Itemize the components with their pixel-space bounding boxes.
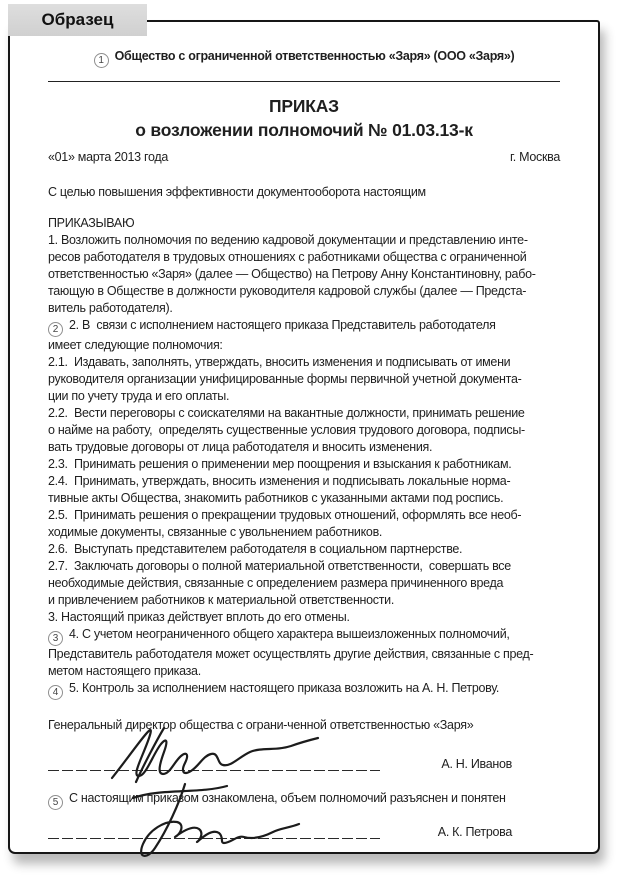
body-line: ходимые документы, связанные с увольнением работников. — [48, 525, 383, 539]
signature-line — [48, 838, 380, 840]
body-line: и привлечением работников к материальной ответственности. — [48, 593, 395, 607]
sample-label: Образец — [8, 4, 147, 36]
body-line: 2 2. В связи с исполнением настоящего приказа Представитель работодателя — [48, 317, 560, 337]
body-line: 2.5. Принимать решения о прекращении трудовых отношений, оформлять все необ- — [48, 508, 522, 522]
body-line: ресов работодателя в трудовых отношениях с работниками общества с ограниченной — [48, 250, 527, 264]
document-content — [10, 22, 598, 852]
employee-name: А. К. Петрова — [437, 825, 512, 839]
director-title-line: Генеральный директор общества с ограни-ченной ответственностью «Заря» — [48, 718, 474, 732]
order-place: г. Москва — [510, 150, 560, 164]
body-line: руководителя организации унифицированные формы первичной учетной документа- — [48, 372, 522, 386]
body-line: 3. Настоящий приказ действует вплоть до его отмены. — [48, 610, 350, 624]
body-line: тающую в Обществе в должности руководителя кадровой службы (далее — Предста- — [48, 284, 527, 298]
order-body — [48, 232, 560, 700]
body-line: 4 5. Контроль за исполнением настоящего приказа возложить на А. Н. Петрову. — [48, 680, 560, 700]
body-line: необходимые действия, связанные с определением размера причиненного вреда — [48, 576, 504, 590]
body-line: метом настоящего приказа. — [48, 664, 201, 678]
body-line: 2.2. Вести переговоры с соискателями на вакантные должности, принимать решение — [48, 406, 525, 420]
date-place-row — [48, 149, 560, 166]
circled-number-3-marker: 3 — [48, 631, 63, 646]
body-line: витель работодателя). — [48, 301, 173, 315]
body-line: 2.6. Выступать представителем работодателя в социальном партнерстве. — [48, 542, 463, 556]
director-signature-row — [48, 742, 560, 772]
order-title — [48, 94, 560, 142]
body-line: 2.3. Принимать решения о применении мер поощрения и взыскания к работникам. — [48, 457, 512, 471]
intro-paragraph: С целью повышения эффективности документооборота настоящим — [48, 185, 426, 199]
employee-signature-row — [48, 814, 560, 840]
body-line: 2.1. Издавать, заполнять, утверждать, вносить изменения и подписывать от имени — [48, 355, 511, 369]
document-page — [8, 20, 600, 854]
body-line: о найме на работу, определять существенные условия трудового договора, подписы- — [48, 423, 525, 437]
header-divider — [48, 81, 560, 82]
acknowledgement-text: С настоящим приказом ознакомлена, объем полномочий разъяснен и понятен — [69, 791, 506, 805]
body-line: Представитель работодателя может осуществлять другие действия, связанные с пред- — [48, 647, 534, 661]
company-name: Общество с ограниченной ответственностью «Заря» (ООО «Заря») — [114, 49, 515, 63]
order-word: ПРИКАЗЫВАЮ — [48, 216, 135, 230]
circled-number-1-marker: 1 — [94, 53, 109, 68]
body-line: 2.4. Принимать, утверждать, вносить изменения и подписывать локальные норма- — [48, 474, 511, 488]
circled-number-5-marker: 5 — [48, 795, 63, 810]
circled-number-4-marker: 4 — [48, 685, 63, 700]
order-date: «01» марта 2013 года — [48, 150, 169, 164]
company-name-line — [48, 48, 560, 68]
director-name: А. Н. Иванов — [441, 757, 512, 771]
body-line: ответственностью «Заря» (далее — Общество) на Петрову Анну Константиновну, рабо- — [48, 267, 536, 281]
body-line: имеет следующие полномочия: — [48, 338, 223, 352]
order-title-line1: ПРИКАЗ — [269, 96, 339, 116]
body-line: 1. Возложить полномочия по ведению кадровой документации и представлению инте- — [48, 233, 528, 247]
body-line: 3 4. С учетом неограниченного общего характера вышеизложенных полномочий, — [48, 626, 560, 646]
body-line: тивные акты Общества, знакомить работников с указанными актами под роспись. — [48, 491, 504, 505]
order-title-line2: о возложении полномочий № 01.03.13-к — [135, 120, 473, 140]
body-line: ции по учету труда и его оплаты. — [48, 389, 230, 403]
acknowledgement-line — [48, 790, 560, 810]
circled-number-2-marker: 2 — [48, 322, 63, 337]
body-line: вать трудовые договоры от лица работодателя и вносить изменения. — [48, 440, 433, 454]
body-line: 2.7. Заключать договоры о полной материальной ответственности, совершать все — [48, 559, 511, 573]
signature-line — [48, 770, 380, 772]
